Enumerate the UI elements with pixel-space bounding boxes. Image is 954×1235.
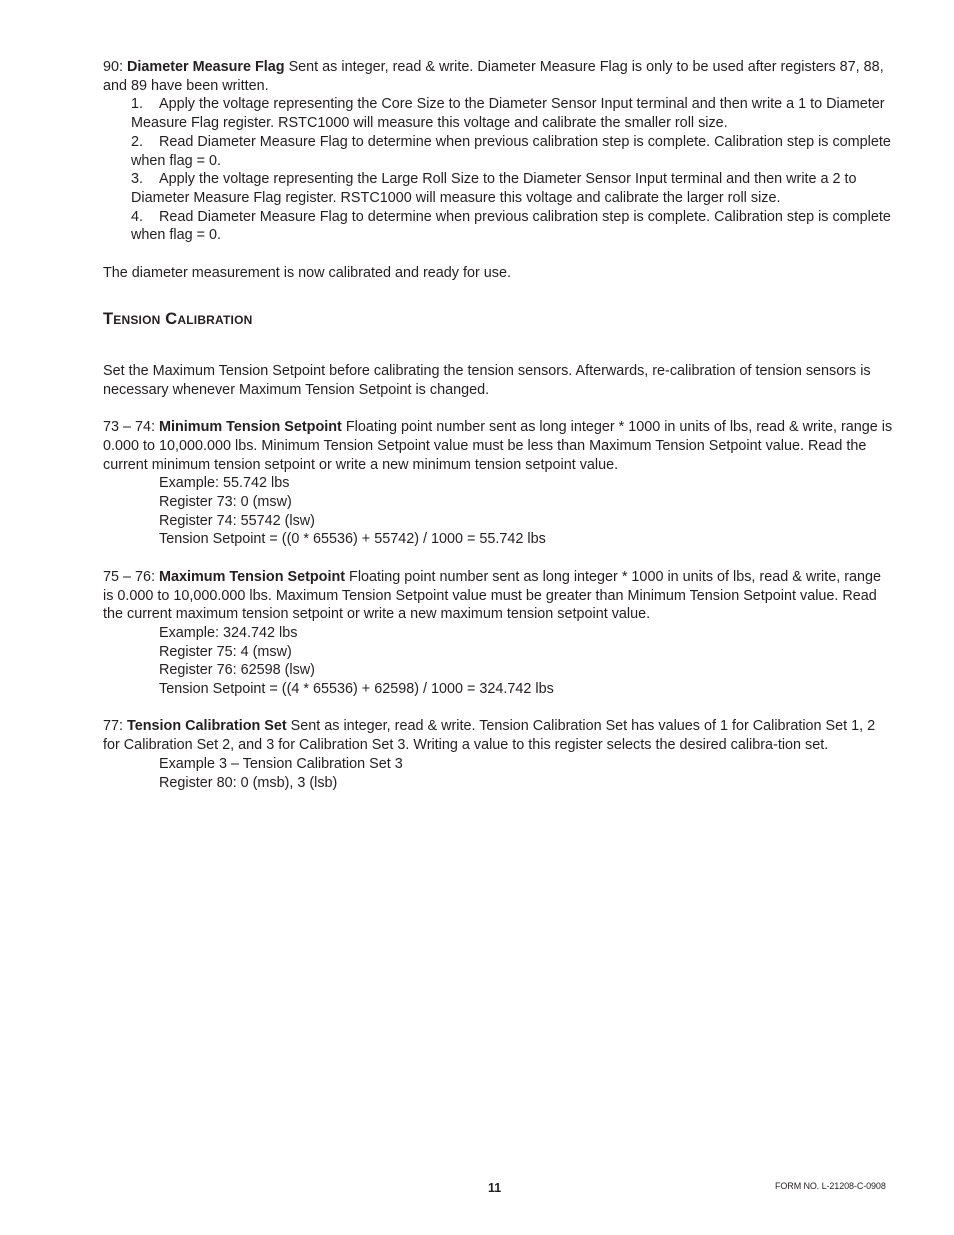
- calibration-step: 1. Apply the voltage representing the Core Size to the Diameter Sensor Input terminal and then write a 1 to Diameter Measure Flag register. RSTC1000 will measure this voltage and calibrate the smaller roll size.: [131, 96, 885, 132]
- max-setpoint-example: [103, 624, 893, 699]
- form-number: FORM NO. L-21208-C-0908: [775, 1181, 886, 1191]
- example-line: Register 75: 4 (msw): [159, 643, 292, 660]
- document-page: [103, 58, 893, 792]
- calibration-steps: [103, 95, 893, 245]
- diameter-conclusion: The diameter measurement is now calibrated and ready for use.: [103, 264, 511, 281]
- cal-set-title: Tension Calibration Set: [127, 718, 287, 735]
- cal-set-paragraph: 77: Tension Calibration Set Sent as integer, read & write. Tension Calibration Set has values of 1 for Calibration Set 1, 2 for Calibration Set 2, and 3 for Calibration Set 3. Writing a value to this register selects the desired calibra-tion set.: [103, 718, 876, 754]
- max-setpoint-paragraph: 75 – 76: Maximum Tension Setpoint Floating point number sent as long integer * 1000 in units of lbs, read & write, range is 0.000 to 10,000.000 lbs. Maximum Tension Setpoint value must be greater than Minimum Tension Setpoint value. Read the current maximum tension setpoint or write a new maximum tension setpoint value.: [103, 568, 882, 623]
- example-line: Example 3 – Tension Calibration Set 3: [159, 755, 403, 772]
- example-line: Example: 55.742 lbs: [159, 475, 290, 492]
- calibration-step: 2. Read Diameter Measure Flag to determine when previous calibration step is complete. Calibration step is complete when flag = 0.: [131, 133, 891, 169]
- tension-intro: Set the Maximum Tension Setpoint before calibrating the tension sensors. Afterwards, re-calibration of tension sensors is necessary whenever Maximum Tension Setpoint is changed.: [103, 363, 871, 398]
- max-setpoint-title: Maximum Tension Setpoint: [159, 568, 346, 585]
- example-line: Tension Setpoint = ((4 * 65536) + 62598) / 1000 = 324.742 lbs: [159, 681, 554, 698]
- example-line: Register 80: 0 (msb), 3 (lsb): [159, 774, 338, 791]
- cal-set-example: [103, 755, 893, 792]
- example-line: Tension Setpoint = ((0 * 65536) + 55742) / 1000 = 55.742 lbs: [159, 531, 546, 548]
- example-line: Register 76: 62598 (lsw): [159, 662, 315, 679]
- min-setpoint-title: Minimum Tension Setpoint: [159, 419, 342, 436]
- section-heading: Tension Calibration: [103, 310, 253, 329]
- diameter-flag-title: Diameter Measure Flag: [127, 59, 285, 75]
- example-line: Example: 324.742 lbs: [159, 624, 298, 641]
- example-line: Register 74: 55742 (lsw): [159, 512, 315, 529]
- example-line: Register 73: 0 (msw): [159, 494, 292, 511]
- min-setpoint-paragraph: 73 – 74: Minimum Tension Setpoint Floating point number sent as long integer * 1000 in units of lbs, read & write, range is 0.000 to 10,000.000 lbs. Minimum Tension Setpoint value must be less than Maximum Tension Setpoint value. Read the current minimum tension setpoint or write a new minimum tension setpoint value.: [103, 419, 893, 473]
- min-setpoint-example: [103, 474, 893, 549]
- diameter-flag-paragraph: 90: Diameter Measure Flag Sent as integer, read & write. Diameter Measure Flag is only to be used after registers 87, 88, and 89 have been written.: [103, 59, 884, 94]
- page-number: 11: [488, 1181, 502, 1195]
- calibration-step: 3. Apply the voltage representing the Large Roll Size to the Diameter Sensor Input terminal and then write a 2 to Diameter Measure Flag register. RSTC1000 will measure this voltage and calibrate the larger roll size.: [131, 171, 857, 206]
- calibration-step: 4. Read Diameter Measure Flag to determine when previous calibration step is complete. Calibration step is complete when flag = 0.: [131, 208, 891, 244]
